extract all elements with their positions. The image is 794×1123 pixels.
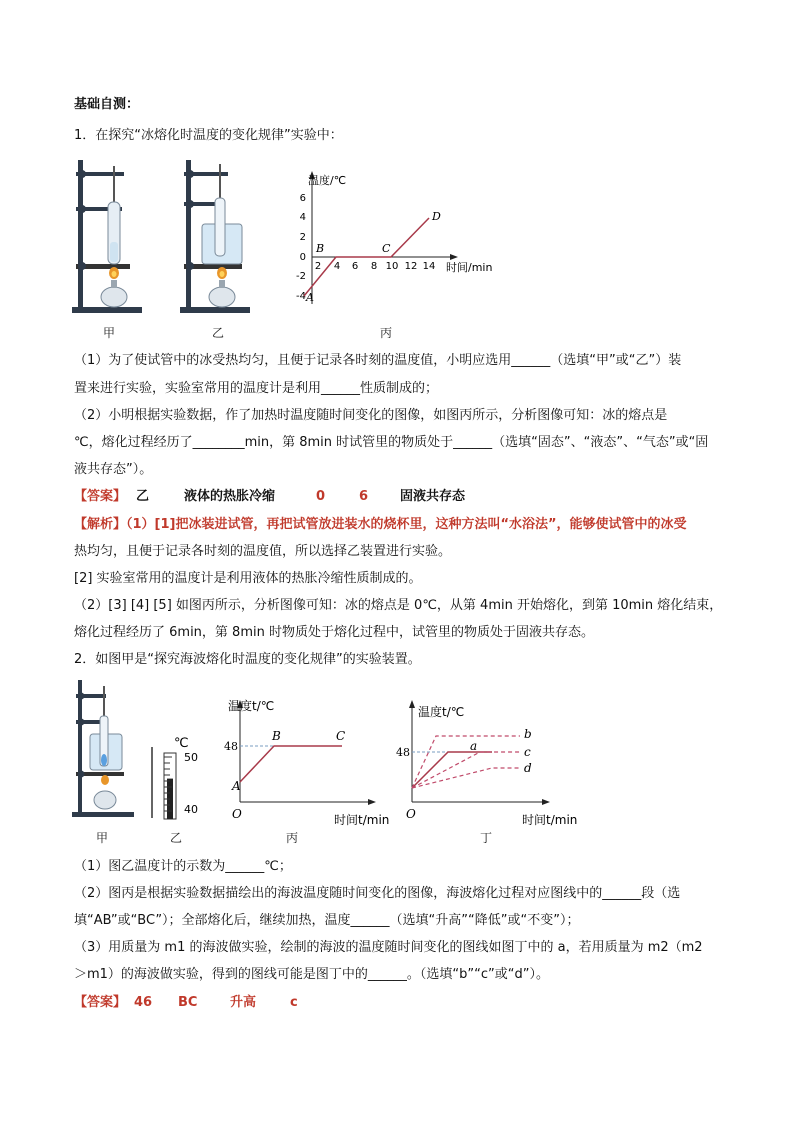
q1-part1-line2: 置来进行实验，实验室常用的温度计是利用______性质制成的； <box>74 381 439 396</box>
q2-apparatus-jia <box>70 676 140 821</box>
x-tick: 12 <box>404 261 418 272</box>
q2-graph-ding <box>396 694 596 834</box>
thermometer-top: 50 <box>184 751 198 764</box>
y-tick: 0 <box>299 252 306 263</box>
q2-graph-bing <box>222 694 392 834</box>
melting-curve <box>240 746 342 782</box>
answer-value: 46 <box>134 995 153 1010</box>
answer-value: c <box>290 995 298 1010</box>
value-label: 48 <box>396 746 410 759</box>
point-label: C <box>382 242 391 255</box>
answer-value: BC <box>178 995 198 1010</box>
line-c <box>412 752 520 788</box>
section-title: 基础自测： <box>74 97 140 112</box>
point-label: B <box>316 242 325 255</box>
answer-value: 固液共存态 <box>400 489 466 504</box>
y-axis-label: 温度t/℃ <box>228 699 275 713</box>
y-tick: -4 <box>296 291 306 302</box>
value-label: 48 <box>224 740 238 753</box>
line-label: d <box>524 761 532 775</box>
caption-jia: 甲 <box>96 831 109 845</box>
y-tick: 6 <box>299 193 306 204</box>
y-axis-label: 温度t/℃ <box>418 705 465 719</box>
q1-apparatus-jia <box>70 152 150 317</box>
q1-analysis-line1: 【解析】（1）[1]把冰装进试管，再把试管放进装水的烧杯里，这种方法叫“水浴法”，能够使试管中的冰受 <box>74 517 687 532</box>
point-label: A <box>306 291 314 304</box>
y-axis-label: 温度/℃ <box>308 174 347 187</box>
caption-jia: 甲 <box>103 326 116 340</box>
q1-part2-line1: （2）小明根据实验数据，作了加热时温度随时间变化的图像，如图丙所示，分析图像可知：冰的熔点是 <box>74 408 668 423</box>
q1-stem: 1．在探究“冰熔化时温度的变化规律”实验中： <box>74 128 343 143</box>
y-tick: 2 <box>299 232 306 243</box>
q1-part1-line1: （1）为了使试管中的冰受热均匀，且便于记录各时刻的温度值，小明应选用______（选填“甲”或“乙”）装 <box>74 353 682 368</box>
origin-label: O <box>232 807 242 821</box>
q1-part2-line2: ℃，熔化过程经历了________min，第 8min 时试管里的物质处于______（选填“固态”、“液态”、“气态”或“固 <box>74 435 709 450</box>
answer-value: 液体的热胀冷缩 <box>184 489 276 504</box>
line-label: b <box>524 727 532 741</box>
point-label: D <box>432 210 441 223</box>
x-axis-label: 时间/min <box>446 261 493 274</box>
x-tick: 14 <box>422 261 436 272</box>
q2-part2-line1: （2）图丙是根据实验数据描绘出的海波温度随时间变化的图像，海波熔化过程对应图线中的______段（选 <box>74 886 681 901</box>
answer-value: 0 <box>316 489 326 504</box>
x-axis-label: 时间t/min <box>334 813 390 827</box>
thermometer-bottom: 40 <box>184 803 198 816</box>
point-label: C <box>336 729 346 743</box>
stand-rod <box>78 160 83 308</box>
q1-analysis-line5: 熔化过程经历了 6min，第 8min 时物质处于熔化过程中，试管里的物质处于固液共存态。 <box>74 625 594 640</box>
answer-value: 升高 <box>230 995 257 1010</box>
point-label: B <box>272 729 281 743</box>
line-b <box>412 736 520 788</box>
q2-part3-line1: （3）用质量为 m1 的海波做实验，绘制的海波的温度随时间变化的图线如图丁中的 a，若用质量为 m2（m2 <box>74 940 703 955</box>
q1-apparatus-yi <box>178 152 258 317</box>
point-label: A <box>232 779 241 793</box>
y-tick: -2 <box>296 271 306 282</box>
origin-label: O <box>406 807 416 821</box>
caption-yi: 乙 <box>212 326 225 340</box>
x-tick: 4 <box>333 261 341 272</box>
answer-value: 乙 <box>136 489 150 504</box>
x-axis-label: 时间t/min <box>522 813 578 827</box>
caption-yi: 乙 <box>170 831 183 845</box>
q1-part2-line3: 液共存态”）。 <box>74 462 153 477</box>
x-tick: 10 <box>385 261 399 272</box>
caption-bing: 丙 <box>380 326 393 340</box>
answer-tag: 【答案】 <box>74 489 127 504</box>
y-tick: 4 <box>299 212 306 223</box>
answer-value: 6 <box>359 489 369 504</box>
x-tick: 6 <box>351 261 359 272</box>
q1-analysis-line4: （2）[3] [4] [5] 如图丙所示，分析图像可知：冰的熔点是 0℃，从第 4min 开始熔化，到第 10min 熔化结束， <box>74 598 723 613</box>
q2-part1: （1）图乙温度计的示数为______℃； <box>74 859 292 874</box>
line-label: a <box>470 739 478 753</box>
q1-graph-bing <box>286 168 506 308</box>
answer-tag: 【答案】 <box>74 995 127 1010</box>
thermometer-unit: ℃ <box>174 736 189 751</box>
alcohol-lamp <box>101 287 127 307</box>
caption-bing: 丙 <box>286 831 299 845</box>
line-label: c <box>524 745 531 759</box>
line-a <box>412 752 492 788</box>
x-tick: 2 <box>314 261 322 272</box>
q2-stem: 2．如图甲是“探究海波熔化时温度的变化规律”的实验装置。 <box>74 652 421 667</box>
x-tick: 8 <box>370 261 378 272</box>
q2-thermometer <box>146 733 206 821</box>
caption-ding: 丁 <box>480 831 493 845</box>
q1-analysis-line2: 热均匀，且便于记录各时刻的温度值，所以选择乙装置进行实验。 <box>74 544 452 559</box>
q1-analysis-line3: [2] 实验室常用的温度计是利用液体的热胀冷缩性质制成的。 <box>74 571 422 586</box>
q2-part2-line2: 填“AB”或“BC”）；全部熔化后，继续加热，温度______（选填“升高”“降低”或“不变”）； <box>74 913 580 928</box>
q2-part3-line2: ＞m1）的海波做实验，得到的图线可能是图丁中的______。（选填“b”“c”或“d”）。 <box>74 967 549 982</box>
